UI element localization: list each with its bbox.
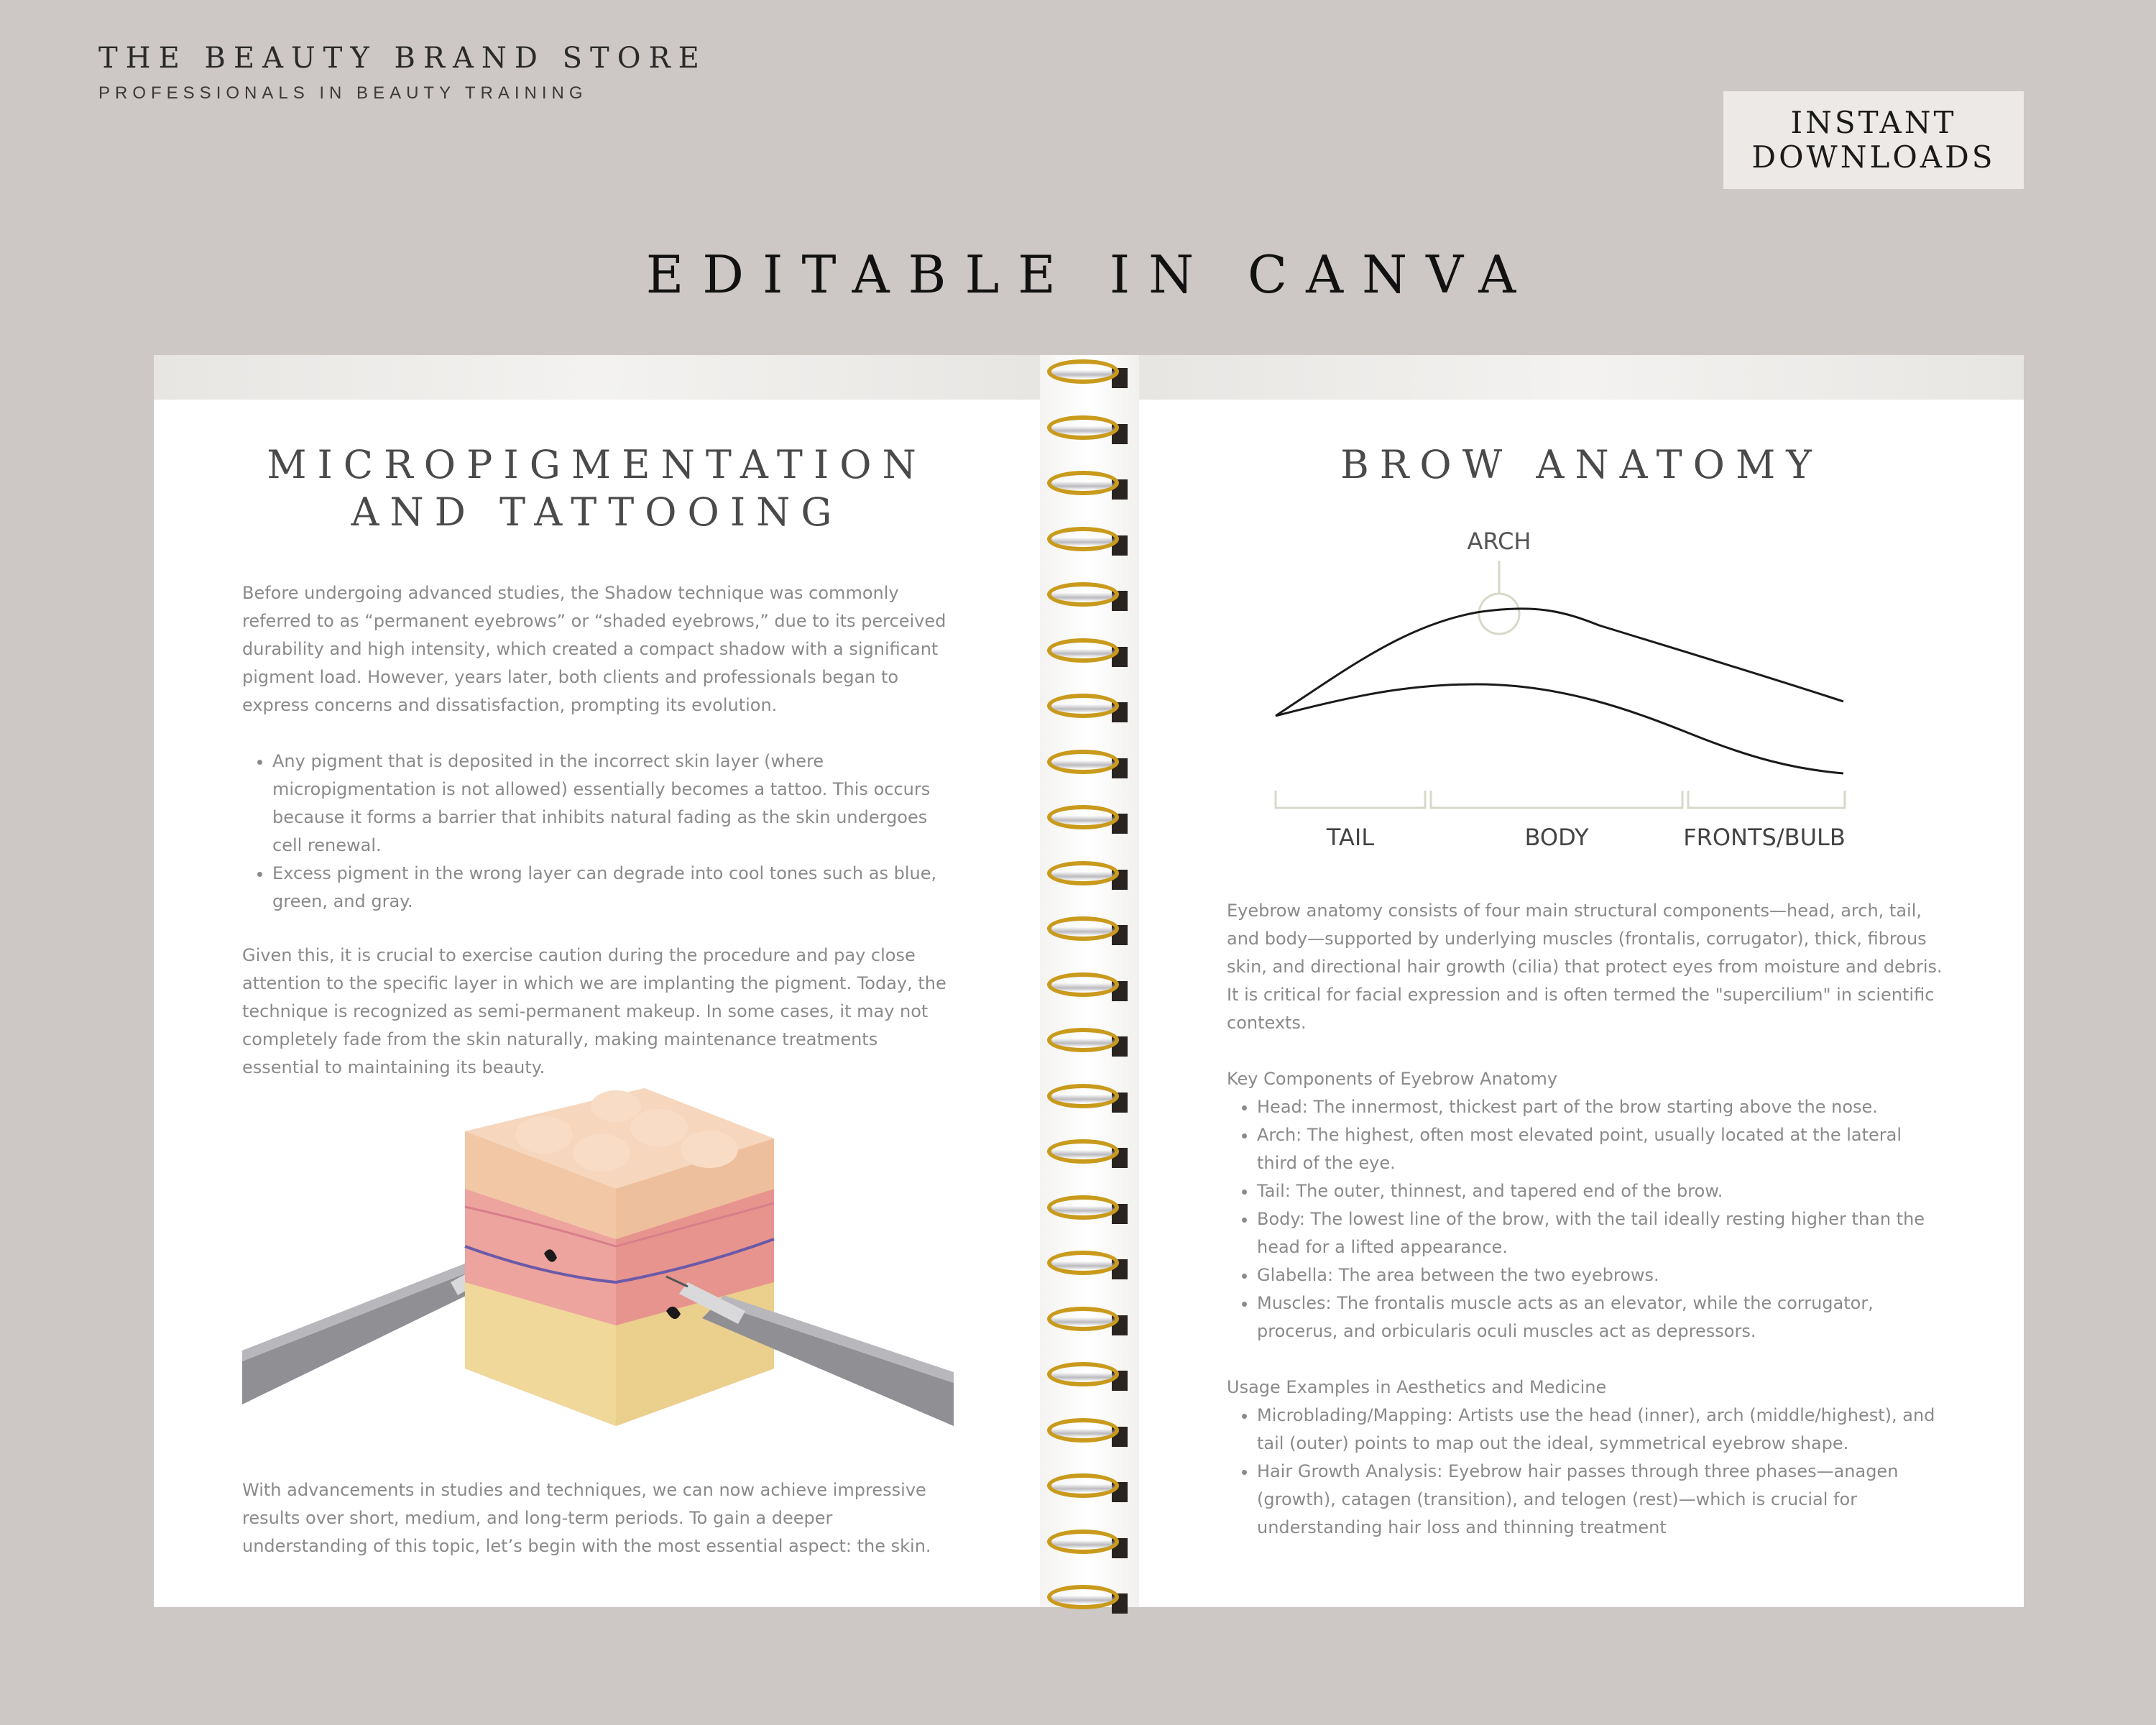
skin-cross-section-illustration <box>242 1067 954 1455</box>
spiral-ring <box>1047 1192 1126 1225</box>
left-page-title <box>154 441 1040 536</box>
spiral-ring <box>1047 468 1126 501</box>
spiral-ring <box>1047 1081 1126 1114</box>
tail-label: TAIL <box>1326 824 1375 851</box>
left-page <box>154 355 1040 1607</box>
list-item: • Tail: The outer, thinnest, and tapered end of the brow. <box>1257 1177 1945 1205</box>
brand-name: THE BEAUTY BRAND STORE <box>98 42 707 75</box>
closing-paragraph <box>242 1476 957 1560</box>
key-components-heading: Key Components of Eyebrow Anatomy <box>1227 1069 1558 1089</box>
ring-loop <box>1047 1307 1119 1331</box>
closing-text: With advancements in studies and techniques, we can now achieve impressive results over short, medium, and long-term periods. To gain a deeper understanding of this topic, let’s begin with the most essential aspect: the skin. <box>242 1480 931 1556</box>
key-components-list <box>1227 1093 1945 1346</box>
page-top-band <box>1139 355 2024 400</box>
spiral-ring <box>1047 858 1126 891</box>
ring-loop <box>1047 1473 1119 1498</box>
right-page <box>1139 355 2024 1607</box>
body-label: BODY <box>1524 824 1589 851</box>
ring-loop <box>1047 1585 1119 1609</box>
brow-anatomy-diagram <box>1261 525 1894 862</box>
ring-loop <box>1047 359 1119 384</box>
list-item: • Body: The lowest line of the brow, with the tail ideally resting higher than the head for a lifted appearance. <box>1257 1205 1945 1261</box>
list-item: • Head: The innermost, thickest part of the brow starting above the nose. <box>1257 1093 1945 1121</box>
ring-loop <box>1047 1139 1119 1164</box>
ring-loop <box>1047 694 1119 718</box>
instant-downloads-badge <box>1723 91 2024 189</box>
ring-loop <box>1047 972 1119 997</box>
arch-marker <box>1479 594 1519 634</box>
list-item: • Microblading/Mapping: Artists use the head (inner), arch (middle/highest), and tail (outer) points to map out the ideal, symmetrical eyebrow shape. <box>1257 1402 1945 1458</box>
list-item: • Excess pigment in the wrong layer can degrade into cool tones such as blue, green, and gray. <box>272 860 957 916</box>
ring-loop <box>1047 1084 1119 1108</box>
ring-loop <box>1047 1251 1119 1275</box>
ring-loop <box>1047 527 1119 551</box>
bullet-list <box>242 748 957 916</box>
brand-block <box>98 42 707 104</box>
spiral-ring <box>1047 1415 1126 1448</box>
ring-loop <box>1047 1028 1119 1052</box>
right-page-title: BROW ANATOMY <box>1340 442 1823 487</box>
spiral-ring <box>1047 1359 1126 1392</box>
ring-loop <box>1047 471 1119 495</box>
spiral-ring <box>1047 1304 1126 1337</box>
intro-paragraph <box>242 579 957 719</box>
list-item: • Any pigment that is deposited in the incorrect skin layer (where micropigmentation is not allowed) essentially becomes a tattoo. This occurs because it forms a barrier that inhibits natural fading as the skin undergoes cell renewal. <box>272 748 957 860</box>
brand-tagline: PROFESSIONALS IN BEAUTY TRAINING <box>98 83 588 103</box>
badge-line-2: DOWNLOADS <box>1751 139 1996 175</box>
spiral-ring <box>1047 1582 1126 1615</box>
brow-lower-line <box>1276 684 1843 773</box>
spiral-ring <box>1047 524 1126 557</box>
spiral-ring <box>1047 802 1126 835</box>
list-item: • Muscles: The frontalis muscle acts as an elevator, while the corrugator, procerus, and orbicularis oculi muscles act as depressors. <box>1257 1289 1945 1346</box>
ring-loop <box>1047 916 1119 941</box>
ring-loop <box>1047 861 1119 886</box>
intro-text: Before undergoing advanced studies, the Shadow technique was commonly referred to as “permanent eyebrows” or “shaded eyebrows,” due to its perceived durability and high intensity, which created a compact shadow with a significant pigment load. However, years later, both clients and professionals began to express concerns and dissatisfaction, prompting its evolution. <box>242 583 946 715</box>
ring-loop <box>1047 582 1119 607</box>
spiral-ring <box>1047 356 1126 390</box>
front-bulb-label: FRONTS/BULB <box>1683 824 1846 851</box>
skin-cube <box>465 1088 774 1426</box>
list-item: • Hair Growth Analysis: Eyebrow hair passes through three phases—anagen (growth), catagen (transition), and telogen (rest)—which is crucial for understanding hair loss and thinning treatment <box>1257 1458 1945 1542</box>
anatomy-intro-text: Eyebrow anatomy consists of four main structural components—head, arch, tail, and body—supported by underlying muscles (frontalis, corrugator), thick, fibrous skin, and directional hair growth (cilia) that protect eyes from moisture and debris. It is critical for facial expression and is often termed the "supercilium" in scientific contexts. <box>1227 901 1943 1033</box>
usage-examples-list <box>1227 1402 1945 1542</box>
spiral-ring <box>1047 1471 1126 1504</box>
ring-loop <box>1047 1530 1119 1554</box>
section-brackets <box>1276 791 1845 808</box>
spiral-ring <box>1047 970 1126 1003</box>
title-line-2: AND TATTOOING <box>351 489 843 535</box>
badge-line-1: INSTANT <box>1790 105 1957 140</box>
list-item: • Glabella: The area between the two eyebrows. <box>1257 1261 1945 1289</box>
list-item: • Arch: The highest, often most elevated point, usually located at the lateral third of the eye. <box>1257 1121 1945 1177</box>
ring-loop <box>1047 1362 1119 1386</box>
spiral-ring <box>1047 413 1126 446</box>
brow-upper-line <box>1276 609 1843 716</box>
second-paragraph <box>242 942 957 1082</box>
ring-loop <box>1047 638 1119 663</box>
anatomy-intro <box>1227 897 1945 1037</box>
ring-loop <box>1047 1418 1119 1443</box>
spiral-ring <box>1047 691 1126 724</box>
paragraph-text: Given this, it is crucial to exercise caution during the procedure and pay close attention to the specific layer in which we are implanting the pigment. Today, the technique is recognized as semi-permanent makeup. In some cases, it may not completely fade from the skin naturally, making maintenance treatments essential to maintaining its beauty. <box>242 945 946 1077</box>
title-line-1: MICROPIGMENTATION <box>267 442 927 487</box>
ring-loop <box>1047 415 1119 440</box>
ring-loop <box>1047 750 1119 774</box>
spiral-ring <box>1047 579 1126 612</box>
spiral-ring <box>1047 914 1126 947</box>
ring-loop <box>1047 805 1119 829</box>
spiral-ring <box>1047 1248 1126 1281</box>
spiral-ring <box>1047 635 1126 668</box>
ring-loop <box>1047 1195 1119 1220</box>
page-top-band <box>154 355 1040 400</box>
usage-examples-heading: Usage Examples in Aesthetics and Medicine <box>1227 1377 1607 1397</box>
spiral-ring <box>1047 1136 1126 1169</box>
headline: EDITABLE IN CANVA <box>645 244 1535 305</box>
arch-label: ARCH <box>1467 528 1531 555</box>
spiral-ring <box>1047 1527 1126 1560</box>
spiral-ring <box>1047 1025 1126 1058</box>
spiral-ring <box>1047 747 1126 780</box>
